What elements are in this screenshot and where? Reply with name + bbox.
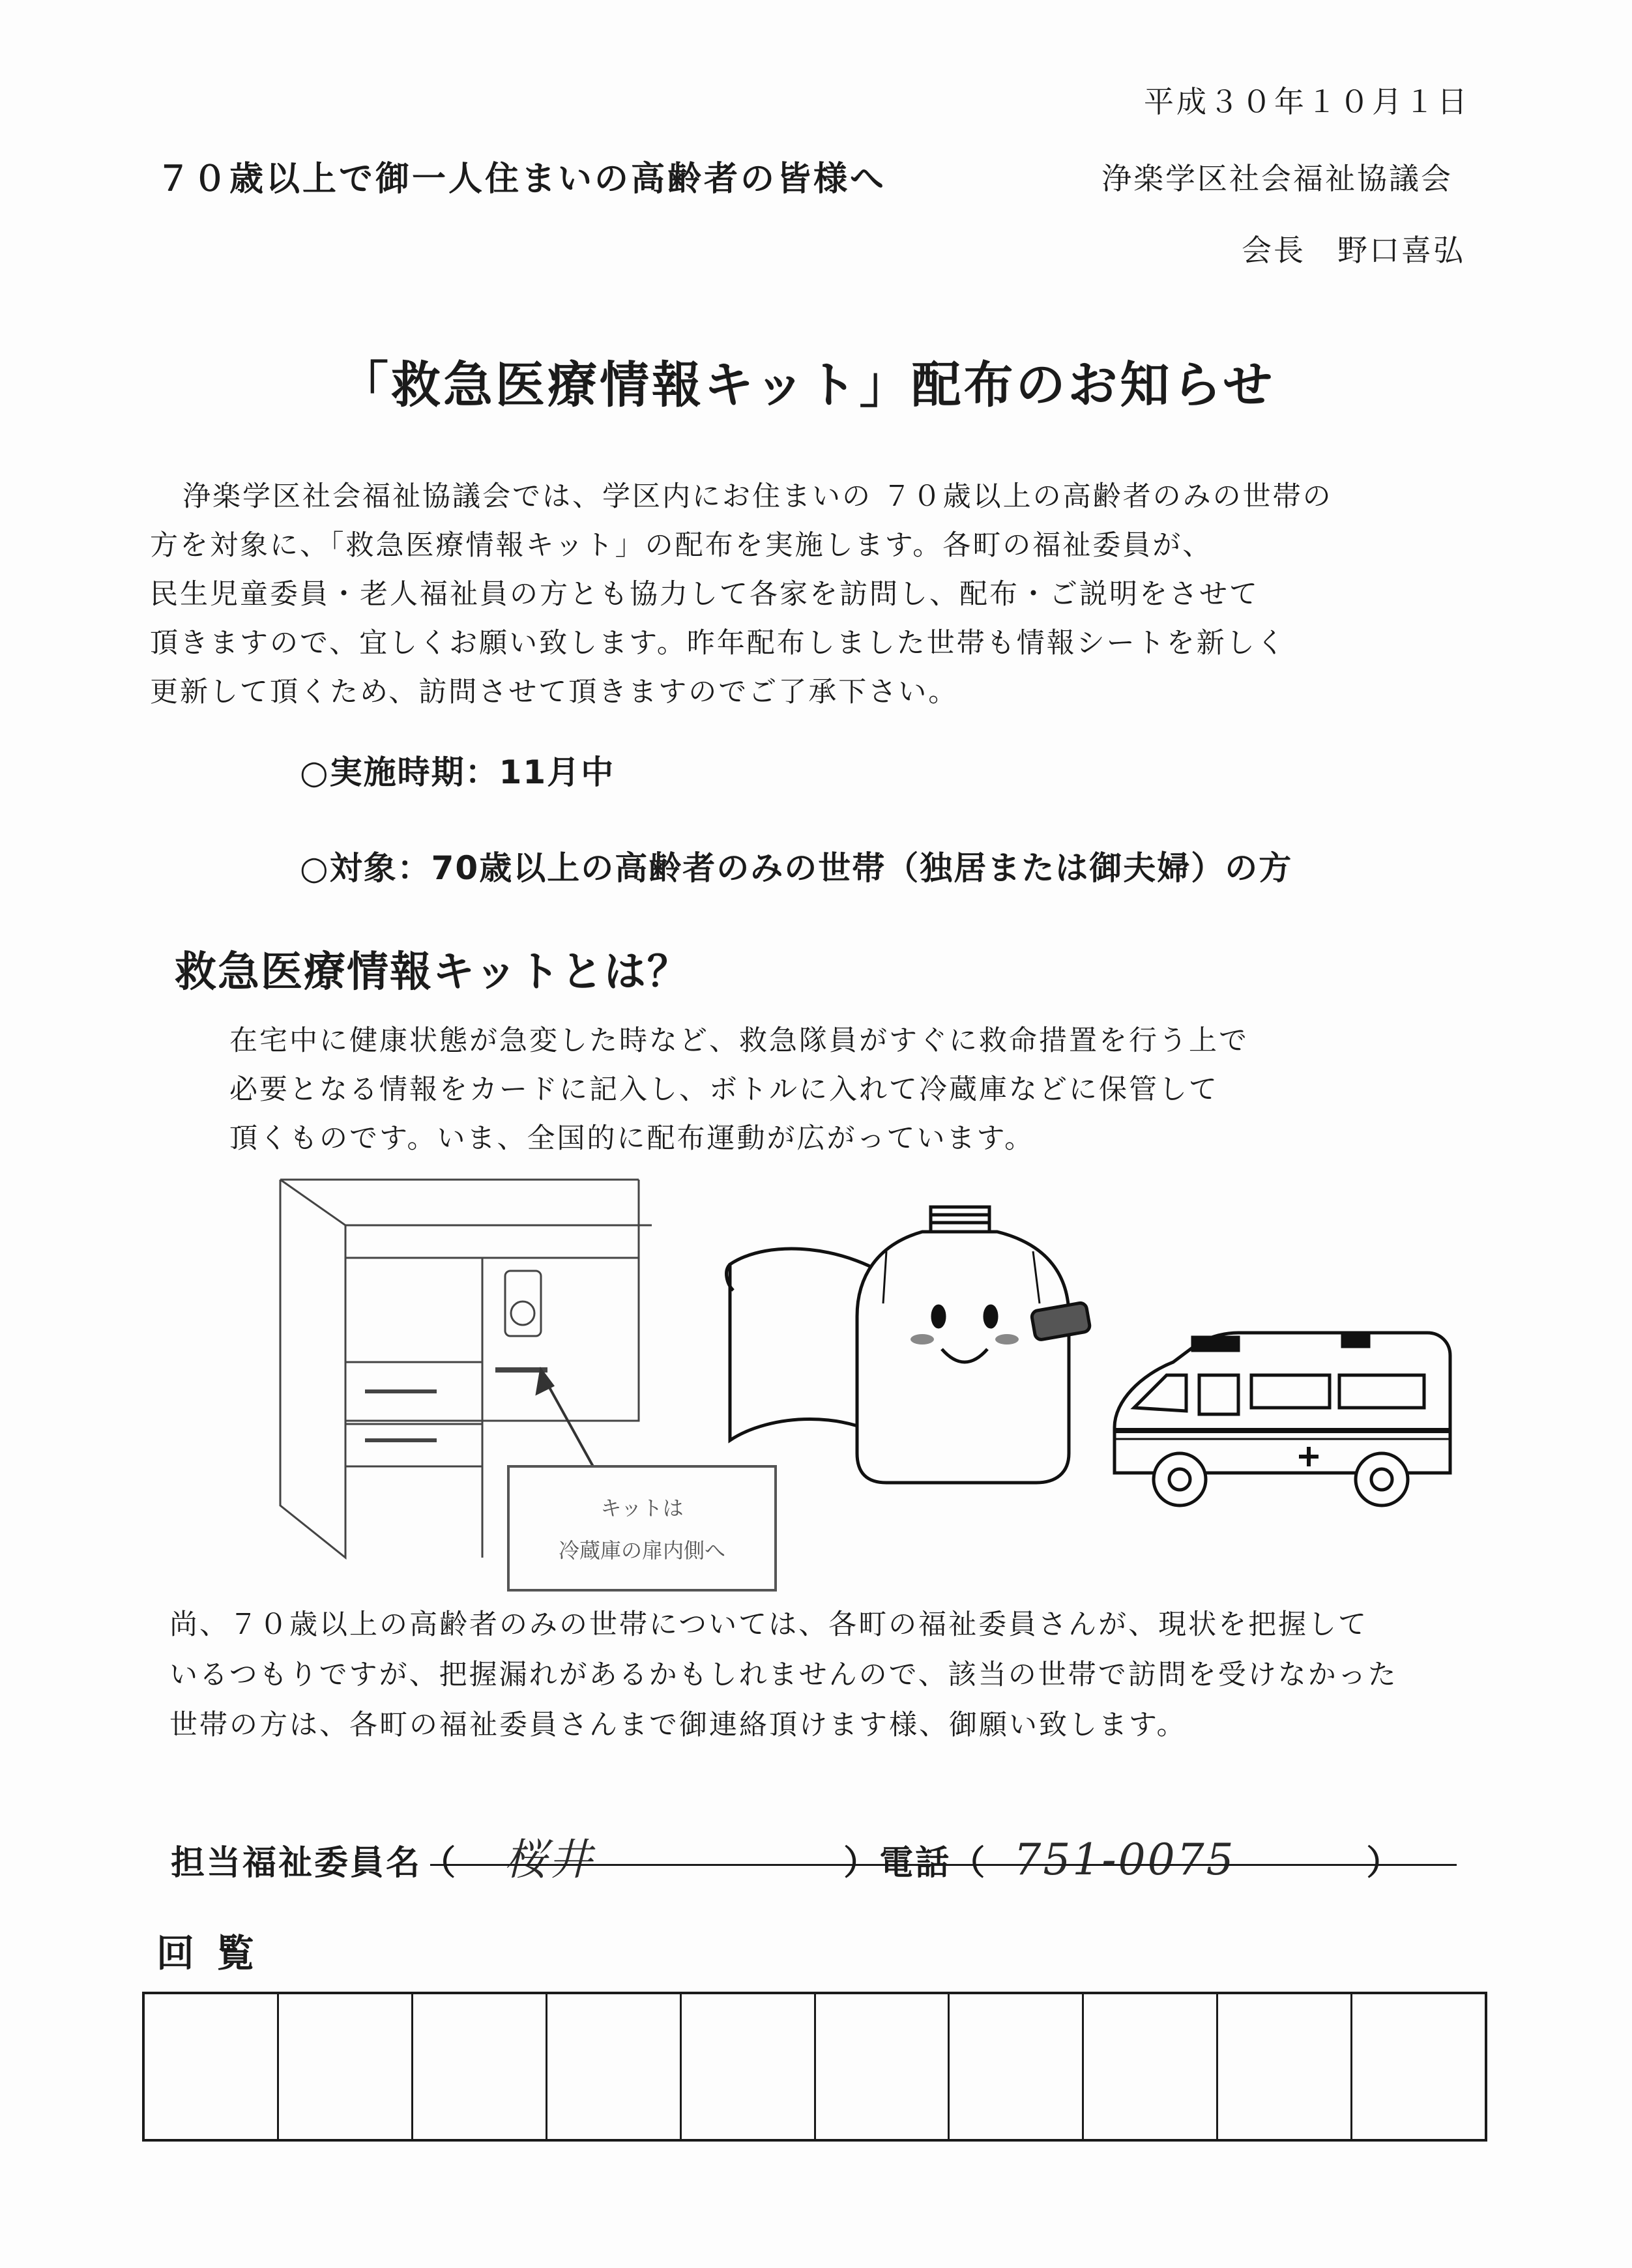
intro-line: 頂きますので、宜しくお願い致します。昨年配布しました世帯も情報シートを新しく [150, 627, 1287, 660]
intro-line: 方を対象に、「救急医療情報キット」の配布を実施します。各町の福祉委員が、 [150, 529, 1213, 562]
circulation-cell [680, 1994, 814, 2139]
paren-close-phone: ） [1366, 1844, 1403, 1883]
label-line-1: キットは [600, 1496, 684, 1520]
contact-name-value: 桜井 [504, 1835, 594, 1885]
circulation-grid [142, 1992, 1487, 2142]
note-line: 世帯の方は、各町の福祉委員さんまで御連絡頂けます様、御願い致します。 [169, 1709, 1187, 1741]
issue-date: 平成３０年１０月１日 [1144, 84, 1470, 119]
paren-open: （ [422, 1844, 458, 1883]
bullet-period: ○実施時期：11月中 [300, 753, 615, 791]
contact-phone-value: 751-0075 [1013, 1835, 1236, 1885]
circulation-cell [1350, 1994, 1485, 2139]
contact-row [171, 1825, 1403, 1887]
circulation-cell [948, 1994, 1082, 2139]
contact-phone-label: 電話 [879, 1844, 952, 1883]
arrow-icon [537, 1370, 593, 1466]
chairperson-name: 会長 野口喜弘 [1242, 233, 1465, 268]
circulation-cell [145, 1994, 277, 2139]
intro-line: 民生児童委員・老人福祉員の方とも協力して各家を訪問し、配布・ご説明をさせて [150, 578, 1259, 611]
ambulance-icon [1115, 1333, 1450, 1505]
circulation-label: 回覧 [156, 1931, 277, 1975]
intro-paragraph [150, 472, 1333, 717]
about-line: 頂くものです。いま、全国的に配布運動が広がっています。 [229, 1122, 1035, 1155]
about-heading: 救急医療情報キットとは？ [175, 948, 690, 996]
page-title: 「救急医療情報キット」配布のお知らせ [339, 356, 1275, 414]
kit-illustration [274, 1167, 1460, 1597]
circulation-cell [1082, 1994, 1216, 2139]
paren-open-phone: （ [951, 1844, 987, 1883]
note-line: 尚、７０歳以上の高齢者のみの世帯については、各町の福祉委員さんが、現状を把握して [169, 1608, 1369, 1641]
kit-location-label [508, 1466, 776, 1590]
note-line: いるつもりですが、把握漏れがあるかもしれませんので、該当の世帯で訪問を受けなかった [169, 1659, 1398, 1691]
contact-underline [430, 1864, 1457, 1866]
intro-line: 更新して頂くため、訪問させて頂きますのでご了承下さい。 [150, 676, 959, 708]
recipient-line: ７０歳以上で御一人住まいの高齢者の皆様へ [156, 160, 887, 199]
about-line: 必要となる情報をカードに記入し、ボトルに入れて冷蔵庫などに保管して [229, 1073, 1219, 1106]
contact-name-label: 担当福祉委員名 [171, 1844, 422, 1883]
circulation-cell [1216, 1994, 1350, 2139]
note-paragraph [169, 1600, 1398, 1751]
intro-line: 浄楽学区社会福祉協議会では、学区内にお住まいの ７０歳以上の高齢者のみの世帯の [182, 480, 1333, 513]
paren-close: ） [843, 1844, 880, 1883]
circulation-cell [411, 1994, 546, 2139]
bullet-target: ○対象：70歳以上の高齢者のみの世帯（独居または御夫婦）の方 [300, 849, 1293, 887]
about-line: 在宅中に健康状態が急変した時など、救急隊員がすぐに救命措置を行う上で [229, 1025, 1249, 1057]
label-line-2: 冷蔵庫の扉内側へ [558, 1538, 726, 1563]
circulation-cell [546, 1994, 680, 2139]
circulation-cell [277, 1994, 411, 2139]
about-paragraph [229, 1017, 1249, 1163]
bottle-mascot-icon [857, 1207, 1090, 1483]
organization-name: 浄楽学区社会福祉協議会 [1101, 161, 1453, 196]
circulation-cell [814, 1994, 948, 2139]
